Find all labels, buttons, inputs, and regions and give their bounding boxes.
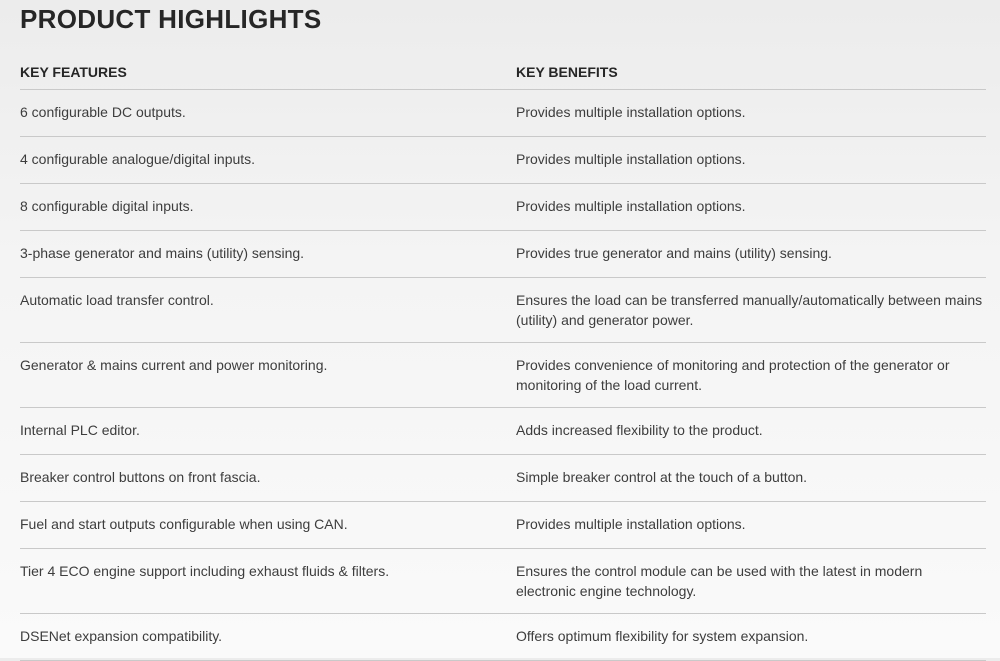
table-row [20,343,986,408]
feature-cell: 3-phase generator and mains (utility) sensing. [20,245,305,261]
benefit-cell: Provides multiple installation options. [516,198,746,214]
feature-cell: 4 configurable analogue/digital inputs. [20,151,256,167]
benefit-cell: Adds increased flexibility to the product. [516,422,763,438]
highlights-table [20,54,986,661]
table-row [20,90,986,137]
table-row [20,455,986,502]
feature-cell: Breaker control buttons on front fascia. [20,469,261,485]
table-row [20,184,986,231]
feature-cell: Tier 4 ECO engine support including exhaust fluids & filters. [20,563,390,579]
table-row [20,231,986,278]
benefit-cell: Provides multiple installation options. [516,516,746,532]
feature-cell: Internal PLC editor. [20,422,140,438]
feature-cell: 8 configurable digital inputs. [20,198,194,214]
table-row [20,614,986,661]
benefit-cell: Provides multiple installation options. [516,151,746,167]
header-key-features: KEY FEATURES [20,64,127,80]
feature-cell: Fuel and start outputs configurable when using CAN. [20,516,348,532]
table-row [20,278,986,343]
benefit-cell: Ensures the load can be transferred manually/automatically between mains (utility) and generator power. [516,292,983,328]
table-header-row [20,54,986,90]
benefit-cell: Provides convenience of monitoring and protection of the generator or monitoring of the load current. [516,357,950,393]
benefit-cell: Provides true generator and mains (utility) sensing. [516,245,832,261]
table-row [20,137,986,184]
benefit-cell: Provides multiple installation options. [516,104,746,120]
feature-cell: Automatic load transfer control. [20,292,214,308]
feature-cell: 6 configurable DC outputs. [20,104,186,120]
page-title: PRODUCT HIGHLIGHTS [20,4,322,34]
feature-cell: Generator & mains current and power monitoring. [20,357,328,373]
header-key-benefits: KEY BENEFITS [516,64,618,80]
feature-cell: DSENet expansion compatibility. [20,628,223,644]
benefit-cell: Offers optimum flexibility for system expansion. [516,628,809,644]
table-row [20,408,986,455]
benefit-cell: Simple breaker control at the touch of a button. [516,469,808,485]
benefit-cell: Ensures the control module can be used with the latest in modern electronic engine technology. [516,563,923,599]
table-row [20,502,986,549]
table-row [20,549,986,614]
